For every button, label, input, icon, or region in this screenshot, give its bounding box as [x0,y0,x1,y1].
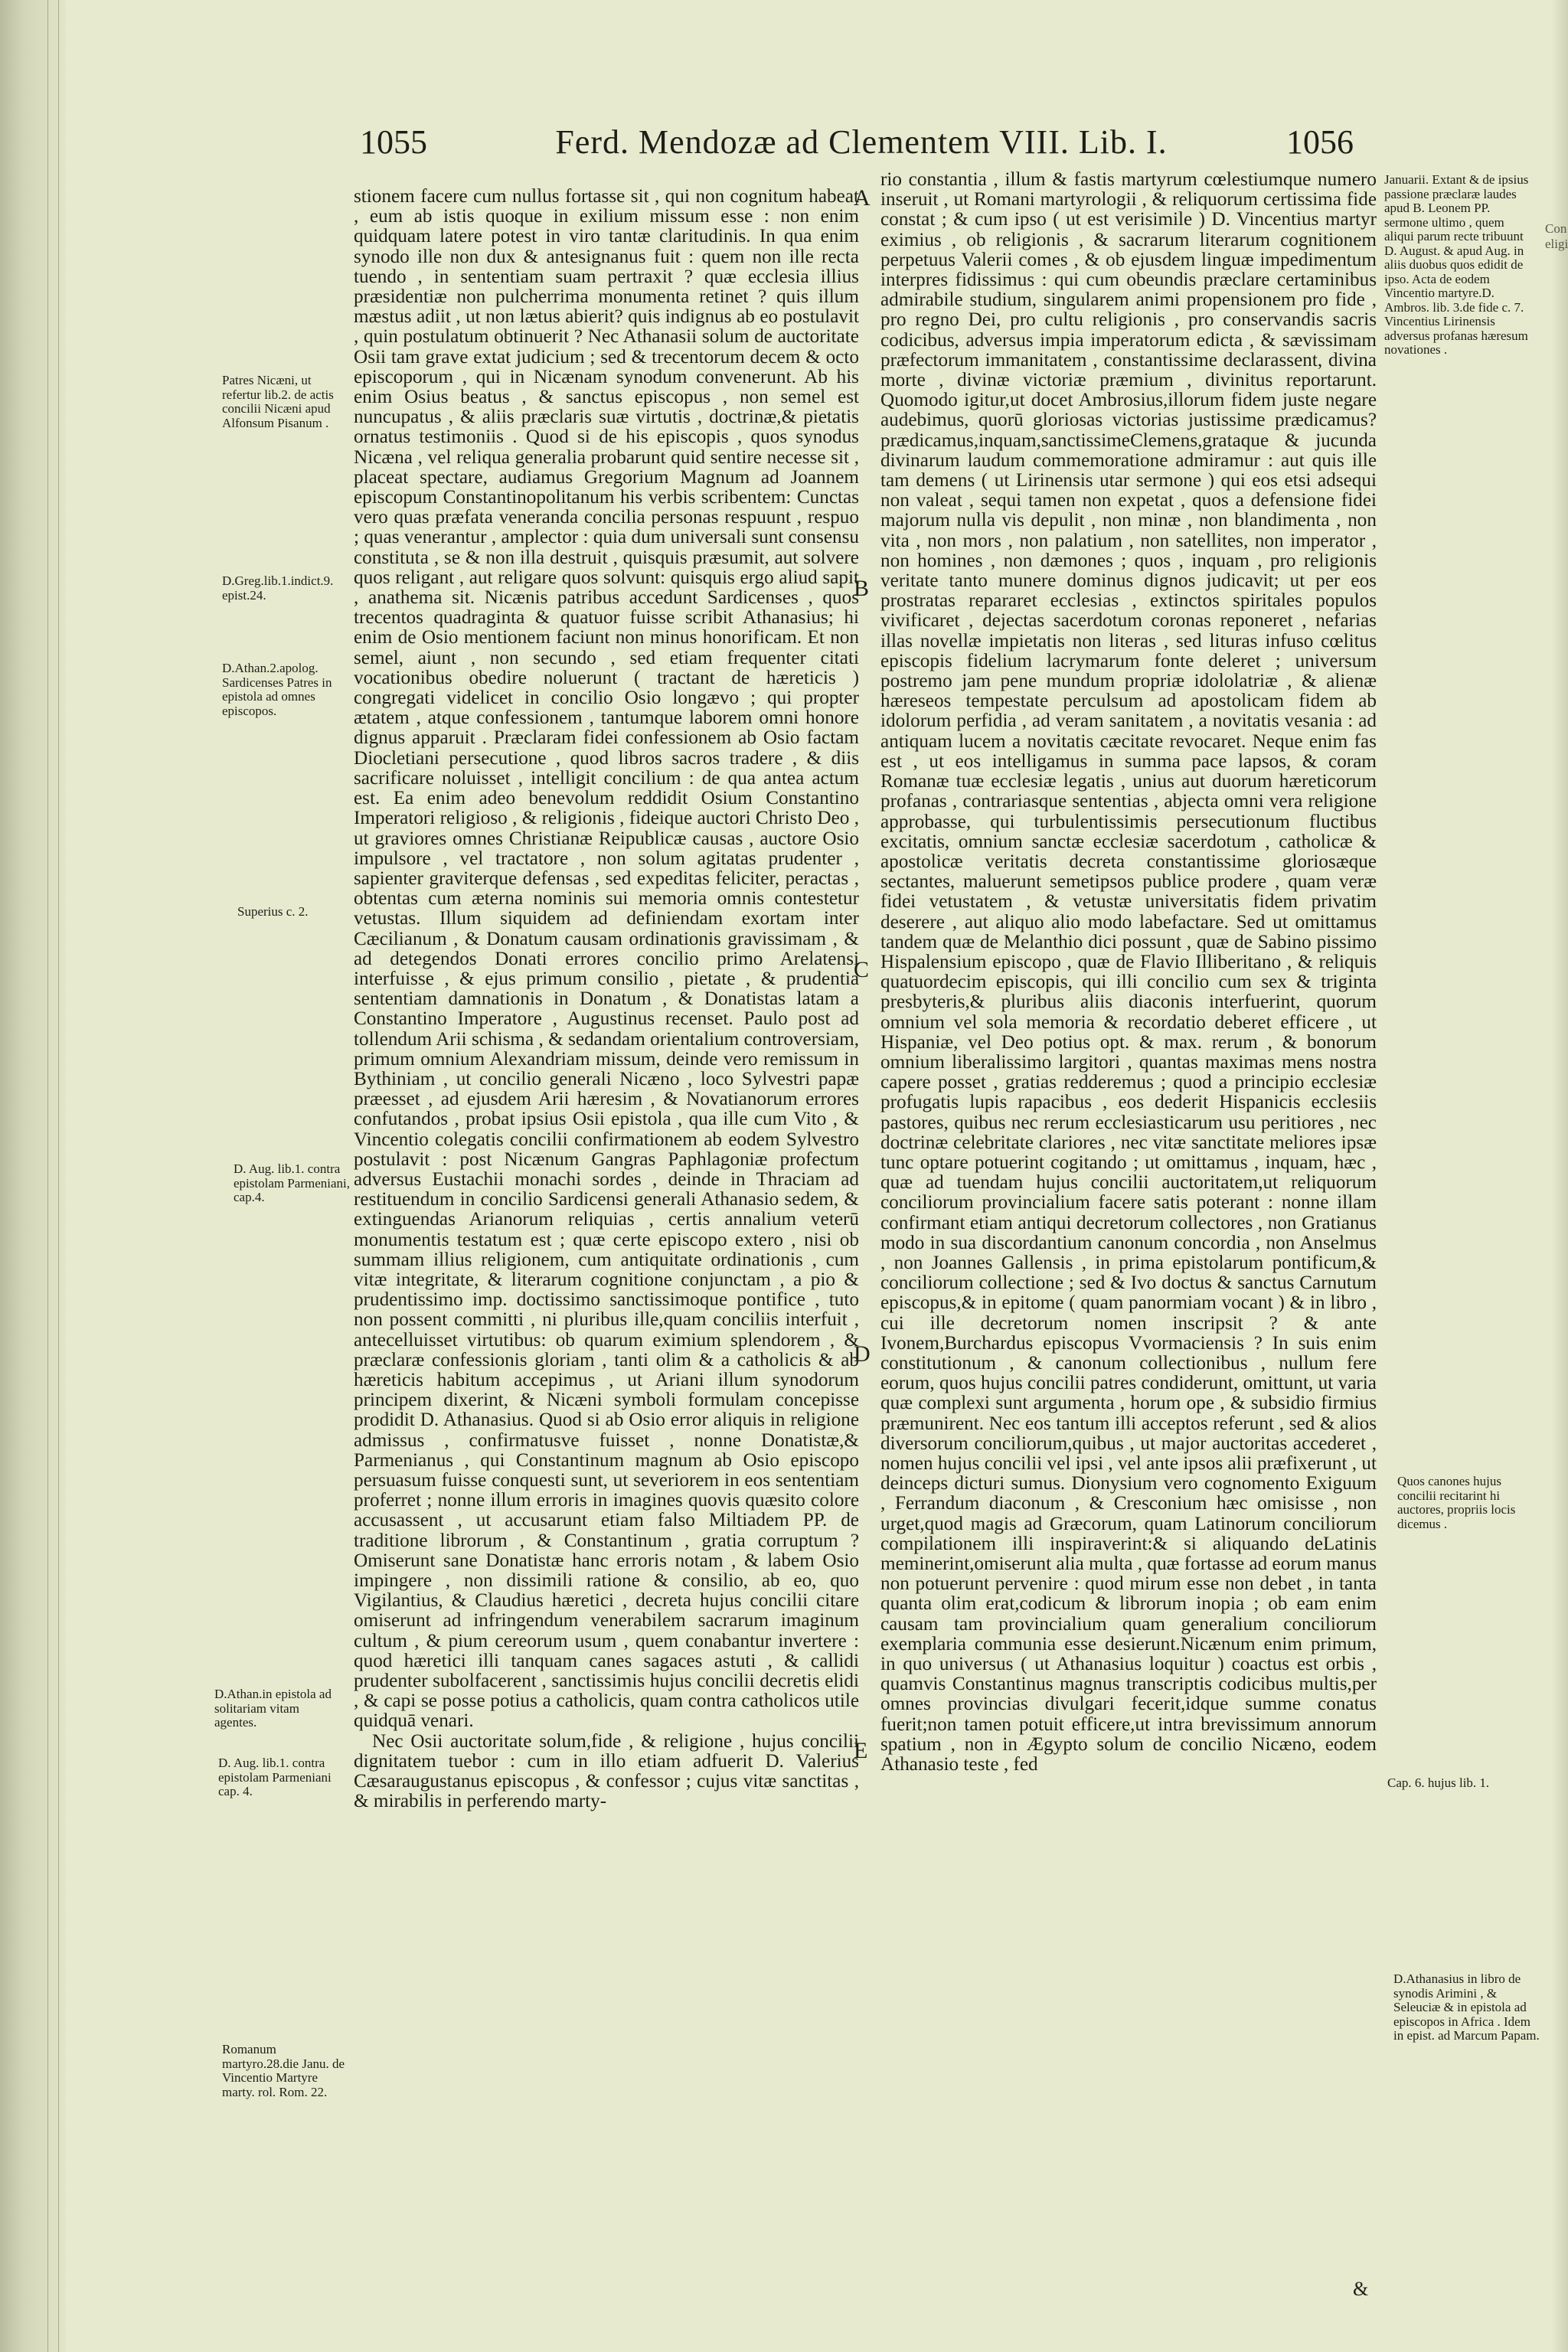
section-letter: C [854,957,870,982]
margin-note: Quos canones hujus concilii recitarint hi auctores, propriis locis dicemus . [1397,1474,1516,1531]
paragraph: rio constantia , illum & fastis martyrum cœlestiumque numero inseruit , ut Romani martyrologii , & reliquorum certissima fide constat ; & cum ipso ( ut est verisimile ) D. Vincentius martyr eximius , ob religionis , & sacrarum literarum cognitionem perpetuus Valerii comes , & ob ejusdem linguæ impedimentum interpres fidissimus : qui cum obeundis præclare certaminibus admirabile studium, singularem animi propensionem pro fide , pro regno Dei, pro cultu religionis , pro conservandis sacris codicibus, adversus impia imperatorum edicta , & sævissimam præfectorum immanitatem , constantissime declarassent, divina morte , divinæ victoriæ præmium , divinitus reportarunt. Quomodo igitur,ut docet Ambrosius,illorum fidem juste negare audebimus, quorū gloriosas victorias justissime prædicamus? prædicamus,inquam,sanctissimeClemens,grataque & jucunda divinarum laudum commemoratione admiramur : aut quis ille tam demens ( ut Lirinensis utar sermone ) qui eos etsi adsequi non valeat , sequi tamen non expetat , quos a defensione fidei majorum nulla vis depulit , non minæ , non blandimenta , non vita , non mors , non palatium , non satellites, non imperator , non homines , non dæmones ; quos , inquam , pro religionis veritate tanto munere dominus dignos judicavit; ut per eos prostratas repararet ecclesias , extinctos spiritales populos vivificaret , dejectas sacerdotum coronas reponeret , nefarias illas novellæ impietatis non literas , sed lituras infuso cœlitus episcopis fidelium lacrymarum fonte deleret ; universum postremo jam pene mundum propriæ idololatriæ , & alienæ hæreseos tempestate perculsum ad apostolicam fidem ab idolorum perfidia , ad veram sanitatem , a novitatis vesania : ad antiquam lucem a novitatis cæcitate revocaret. Neque enim fas est , ut eos intelligamus in summa pace lapsos, & coram Romanæ tuæ ecclesiæ legatis , unius aut duorum hæreticorum profanas , contrariasque sententias , abjecta omni vera religione approbasse, qui turbulentissimis persecutionum fluctibus excitatis, omnium sanctæ ecclesiæ sacerdotum , catholicæ & apostolicæ veritatis decreta constantissime gloriosæque sectantes, maluerunt semetipsos publice prodere , quam veræ fidei vetustatem , & vetustæ universitatis fidem privatim deserere , aut aliquo alio modo labefactare. Sed ut omittamus tandem quæ de Melanthio dici possunt , quæ de Sabino pissimo Hispalensium episcopo , quæ de Flavio Illiberitano , & reliquis quatuordecim episcopis, qui illi concilio cum sex & triginta presbyteris,& pluribus aliis diaconis interfuerint, quorum omnium vel sola memoria & recordatio deberet efficere , ut Hispaniæ, vel Deo potius opt. & max. rerum , & bonorum omnium liberalissimo largitori , quantas maximas mens nostra capere posset , gratias redderemus ; quod a principio ecclesiæ profugatis lupis rapacibus , eos dederit Hispanicis ecclesiis pastores, quibus nec rerum ecclesiasticarum usu peritiores , nec doctrinæ celebritate clariores , nec vitæ sanctitate meliores ipsæ tunc optare potuerint cogitando ; ut omittamus , inquam, hæc , quæ ad tuendam hujus concilii auctoritatem,ut reliquorum conciliorum provincialium facere satis poterant : nonne illam confirmant etiam antiqui decretorum collectores , non Gratianus modo in sua discordantium canonum concordia , non Anselmus , non Joannes Gallensis , in prima epistolarum pontificum,& conciliorum collectione ; sed & Ivo doctus & sanctus Carnutum episcopus,& in epitome ( quam panormiam vocant ) & in libro , cui ille decretorum nomen inscripsit ? & ante Ivonem,Burchardus episcopus Vvormaciensis ? In suis enim constitutionum , & canonum collectionibus , nullum fere eorum, quos hujus concilii patres condiderunt, omittunt, ut varia quæ complexi sunt argumenta , horum ope , & subsidio firmius præmunirent. Nec eos tantum illi acceptos referunt , sed & alios diversorum conciliorum,quibus , ut major auctoritas accederet , nomen hujus concilii vel ipsi , vel ante ipsos alii præfixerunt , ut deinceps dicturi sumus. Dionysium vero cognomento Exiguum , Ferrandum diaconum , & Cresconium hæc omisisse , non urget,quod magis ad Græcorum, quam Latinorum conciliorum compilationem illi inspiraverint:& si aliquando deLatinis meminerint,omiserunt alia multa , quæ fortasse ad eorum manus non potuerunt pervenire : quod mirum esse non debet , in tanta quanta olim erat,codicum & librorum inopia ; ob eam enim causam tam provincialium quam generalium conciliorum exemplaria communia esse desierunt.Nicænum enim primum, in quo universus ( ut Athanasius loquitur ) coactus est orbis , quamvis Constantinus magnus transcriptis codicibus multis,per omnes provincias divulgari fecerit,idque summe conatus fuerit;non tamen potuit efficere,ut intra brevissimum annorum spatium , non in Ægypto solum de concilio Nicæno, eodem Athanasio teste , fed [880,169,1377,1775]
catchword: & [1353,2278,1369,2300]
section-letter: A [854,185,871,211]
margin-note: D.Athan.2.apolog. Sardicenses Patres in epistola ad omnes episcopos. [222,661,332,718]
section-letter: D [854,1341,871,1367]
margin-note: Cap. 6. hujus lib. 1. [1387,1775,1490,1790]
edge-mark: eligi [1545,237,1568,251]
left-page-number: 1055 [360,123,427,161]
paragraph: stionem facere cum nullus fortasse sit , qui non cognitum habeat , eum ab istis quoque in exilium missum esse : non enim quidquam latere potest in viro tantæ claritudinis. In qua enim synodo ille non dux & antesignanus fuit : quem non ille recta tuendo , in sententiam suam pertraxit ? quæ ecclesia illius præsidentiæ non pulcherrima monumenta retinet ? quis illum mæstus adiit , ut non lætus abierit? quis indignus ab eo postulavit , quin postulatum obtinuerit ? Nec Athanasii solum de auctoritate Osii tam grave extat judicium ; sed & trecentorum decem & octo episcoporum , qui in Nicænam synodum convenerunt. Ab his enim Osius beatus , & sanctus episcopus , non semel est nuncupatus , & aliis præclaris suæ virtutis , doctrinæ,& pietatis ornatus testimoniis . Quod si de his episcopis , quos synodus Nicæna , vel reliqua generalia probarunt quid sentire necesse sit , placeat spectare, audiamus Gregorium Magnum ad Joannem episcopum Constantinopolitanum his verbis scribentem: Cunctas vero quas præfata veneranda concilia personas respuunt , respuo ; quas venerantur , amplector : quia dum universali sunt consensu constituta , se & non illa destruit , quisquis præsumit, aut solvere quos religant , aut religare quos solvunt: quisquis ergo aliud sapit , anathema sit. Nicænis patribus accedunt Sardicenses , quos trecentos quadraginta & quatuor fuisse scribit Athanasius; hi enim de Osio mentionem faciunt non minus honorificam. Et non semel, aiunt , non secundo , sed etiam frequenter citati vocationibus obedire noluerunt ( tractant de hæreticis ) congregati videlicet in concilio Osio longævo ; qui propter ætatem , atque confessionem , tantumque laborem omni honore dignus apparuit . Præclaram fidei confessionem ab Osio factam Diocletiani persecutione , quod libros sacros tradere , & diis sacrificare noluisset , intelligit concilium : de qua antea actum est. Ea enim adeo benevolum reddidit Osium Constantino Imperatori religioso , & religionis , fideique auctori Christo Deo , ut graviores omnes Christianæ Reipublicæ causas , auctore Osio impulsore , vel tractatore , non solum agitatas prudenter , sapienter graviterque defensas , sed expeditas feliciter, peractas , obtentas cum æterna nominis sui memoria omnis contestetur vetustas. Illum siquidem ad definiendam exortam inter Cæcilianum , & Donatum causam ordinationis gravissimam , & ad detegendos Donati errores concilio primo Arelatensi interfuisse , & ejus primum consilio , pietate , & prudentia sententiam damnationis in Donatum , & Donatistas latam a Constantino Imperatore , Augustinus recenset. Paulo post ad tollendum Arii schisma , & sedandam orientalium controversiam, primum omnium Alexandriam missum, deinde vero remissum in Bythiniam , ut concilio generali Nicæno , loco Sylvestri papæ præesset , ad ejusdem Arii hæresim , & Novatianorum errores confutandos , probat ipsius Osii epistola , qua ille cum Vito , & Vincentio colegatis concilii confirmationem ab eodem Sylvestro postulavit : post Nicænum Gangras Paphlagoniæ profectum adversus Eustachii monachi sordes , deinde in Thraciam ad restituendum in concilio Sardicensi generali Athanasio sedem, & extinguendas Arianorum reliquias , certis annalium veterū monumentis testatum est ; quæ certe episcopo extero , nisi ob summam illius religionem, cum antiquitate ordinationis , cum vitæ integritate, & literarum cognitione conjunctam , a pio & prudentissimo imp. doctissimo sanctissimoque pontifice , tuto non possent committi , ni pluribus ille,quam conciliis interfuit , antecelluisset virtutibus: ob quarum eximium splendorem , & præclaræ confessionis gloriam , tanti olim & a catholicis & ab hæreticis habitum accepimus , ut Ariani illum synodorum principem dixerint, & Nicæni symboli formulam concepisse prodidit D. Athanasius. Quod si ab Osio error aliquis in religione admissus , confirmatusve fuisset , nonne Donatistæ,& Parmenianus , qui Constantinum magnum ab Osio episcopo persuasum fuisse conquesti sunt, ut severiorem in eos sententiam proferret ; nonne illum erroris in imagines quovis quæsito colore accusassent , ut accusarunt etiam falso Miltiadem PP. de traditione librorum , & Constantinum , gratia corruptum ? Omiserunt sane Donatistæ hanc erroris notam , & labem Osio impingere , non dissimili ratione & consilio, ab eo, quo Vigilantius, & Claudius hæretici , decreta hujus concilii citare omiserunt ad infringendum venerabilem sacrarum imaginum cultum , & pium cereorum usum , quem conabantur invertere : quod hæretici illi tanquam canes sagaces astuti , & callidi prudenter subolfacerent , sanctissimis hujus concilii decretis elidi , & capi se posse potius a catholicis, quam contra catholicos utile quidquā venari. [354,186,859,1732]
running-head-title: Ferd. Mendozæ ad Clementem VIII. Lib. I. [555,123,1168,161]
right-text-column [880,170,1377,1775]
book-gutter [0,0,66,2352]
margin-note: D. Aug. lib.1. contra epistolam Parmeniani, cap.4. [234,1161,351,1204]
page-right-edge [1551,0,1568,2352]
section-letter: B [854,576,870,601]
gutter-line [58,0,59,2352]
margin-note: D.Athan.in epistola ad solitariam vitam agentes. [214,1687,332,1730]
margin-note: Superius c. 2. [237,904,309,919]
right-page-number: 1056 [1286,123,1354,161]
margin-note: Januarii. Extant & de ipsius passione præclaræ laudes apud B. Leonem PP. sermone ultimo , quem aliqui parum recte tribuunt D. August. & apud Aug. in aliis duobus quos edidit de ipso. Acta de eodem Vincentio martyre.D. Ambros. lib. 3.de fide c. 7. Vincentius Lirinensis adversus profanas hæresum novationes . [1384,172,1529,357]
edge-mark: Con [1545,221,1567,236]
gutter-line [47,0,48,2352]
paragraph: Nec Osii auctoritate solum,fide , & religione , hujus concilii dignitatem tuebor : cum in illo etiam adfuerit D. Valerius Cæsaraugustanus episcopus , & confessor ; cujus vitæ sanctitas , & mirabilis in perferendo marty- [354,1730,859,1812]
margin-note: Patres Nicæni, ut refertur lib.2. de actis concilii Nicæni apud Alfonsum Pisanum . [222,373,334,430]
margin-note: D. Aug. lib.1. contra epistolam Parmeniani cap. 4. [218,1756,332,1798]
margin-note: Romanum martyro.28.die Janu. de Vincentio Martyre marty. rol. Rom. 22. [222,2042,345,2099]
left-text-column [354,187,859,1811]
margin-note: D.Greg.lib.1.indict.9. epist.24. [222,573,334,603]
margin-note: D.Athanasius in libro de synodis Arimini , & Seleuciæ & in epistola ad episcopos in Africa . Idem in epist. ad Marcum Papam. [1393,1971,1540,2043]
section-letter: E [854,1738,868,1763]
